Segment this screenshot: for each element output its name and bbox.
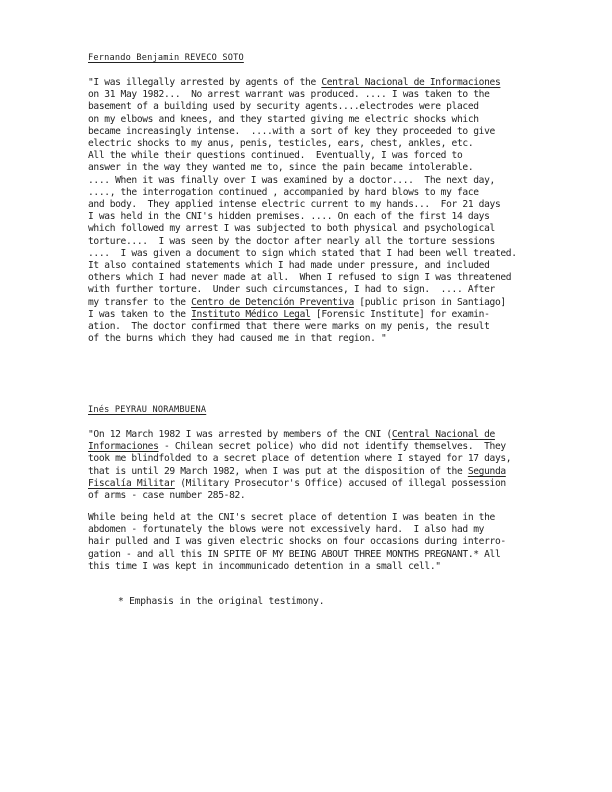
text-line: became increasingly intense. ....with a sort of key they proceeded to give — [88, 125, 495, 137]
testimony-1-name: Fernando Benjamin REVECO SOTO — [88, 53, 244, 63]
testimony-1-body — [88, 77, 588, 345]
testimony-2-paragraph-1 — [88, 429, 588, 502]
text-line: which followed my arrest I was subjected to both physical and psychological — [88, 223, 495, 235]
text-line: I was held in the CNI's hidden premises. .... On each of the first 14 days — [88, 211, 490, 223]
text-line: All the while their questions continued. Eventually, I was forced to — [88, 150, 463, 162]
text-line: torture.... I was seen by the doctor after nearly all the torture sessions — [88, 235, 495, 247]
text-line: answer in the way they wanted me to, since the pain became intolerable. — [88, 162, 474, 174]
underlined-term: Instituto Médico Legal — [191, 308, 311, 320]
text-line: .... I was given a document to sign which stated that I had been well treated. — [88, 247, 517, 259]
text-line: my transfer to the Centro de Detención Preventiva [public prison in Santiago] — [88, 296, 506, 308]
text-line: It also contained statements which I had made under pressure, and included — [88, 260, 490, 272]
text-line: Informaciones - Chilean secret police) who did not identify themselves. They — [88, 441, 506, 453]
text-line: ...., the interrogation continued , accompanied by hard blows to my face — [88, 186, 479, 198]
text-line: I was taken to the Instituto Médico Legal [Forensic Institute] for examin- — [88, 308, 490, 320]
text-line: this time I was kept in incommunicado detention in a small cell." — [88, 560, 441, 572]
text-line: gation - and all this IN SPITE OF MY BEING ABOUT THREE MONTHS PREGNANT.* All — [88, 548, 501, 560]
text-line: with further torture. Under such circumstances, I had to sign. .... After — [88, 284, 495, 296]
text-line: .... When it was finally over I was examined by a doctor.... The next day, — [88, 174, 495, 186]
text-line: "On 12 March 1982 I was arrested by members of the CNI (Central Nacional de — [88, 429, 495, 440]
text-line: that is until 29 March 1982, when I was put at the disposition of the Segunda — [88, 465, 506, 477]
text-line: While being held at the CNI's secret place of detention I was beaten in the — [88, 512, 495, 523]
text-line: on 31 May 1982... No arrest warrant was produced. .... I was taken to the — [88, 89, 490, 101]
underlined-term: Central Nacional de — [391, 429, 495, 440]
text-line: basement of a building used by security agents....electrodes were placed — [88, 101, 479, 113]
testimony-2-paragraph-2 — [88, 512, 588, 573]
text-line: on my elbows and knees, and they started giving me electric shocks which — [88, 113, 479, 125]
text-line: Fiscalía Militar (Military Prosecutor's Office) accused of illegal possession — [88, 477, 506, 489]
text-line: others which I had never made at all. When I refused to sign I was threatened — [88, 272, 512, 284]
text-line: of the burns which they had caused me in that region. " — [88, 333, 387, 345]
underlined-term: Fiscalía Militar — [88, 477, 175, 489]
underlined-term: Informaciones — [88, 441, 159, 453]
footnote: * Emphasis in the original testimony. — [118, 596, 325, 607]
underlined-term: Centro de Detención Preventiva — [191, 296, 354, 308]
text-line: "I was illegally arrested by agents of the Central Nacional de Informaciones — [88, 77, 501, 88]
underlined-term: Segunda — [467, 465, 506, 477]
text-line: of arms - case number 285-82. — [88, 490, 246, 502]
testimony-2-name: Inés PEYRAU NORAMBUENA — [88, 405, 207, 415]
text-line: hair pulled and I was given electric shocks on four occasions during interro- — [88, 536, 506, 548]
text-line: ation. The doctor confirmed that there were marks on my penis, the result — [88, 321, 490, 333]
underlined-term: Central Nacional de Informaciones — [321, 77, 501, 88]
text-line: and body. They applied intense electric current to my hands... For 21 days — [88, 199, 501, 211]
text-line: took me blindfolded to a secret place of detention where I stayed for 17 days, — [88, 453, 512, 465]
text-line: abdomen - fortunately the blows were not excessively hard. I also had my — [88, 524, 485, 536]
text-line: electric shocks to my anus, penis, testicles, ears, chest, ankles, etc. — [88, 138, 474, 150]
